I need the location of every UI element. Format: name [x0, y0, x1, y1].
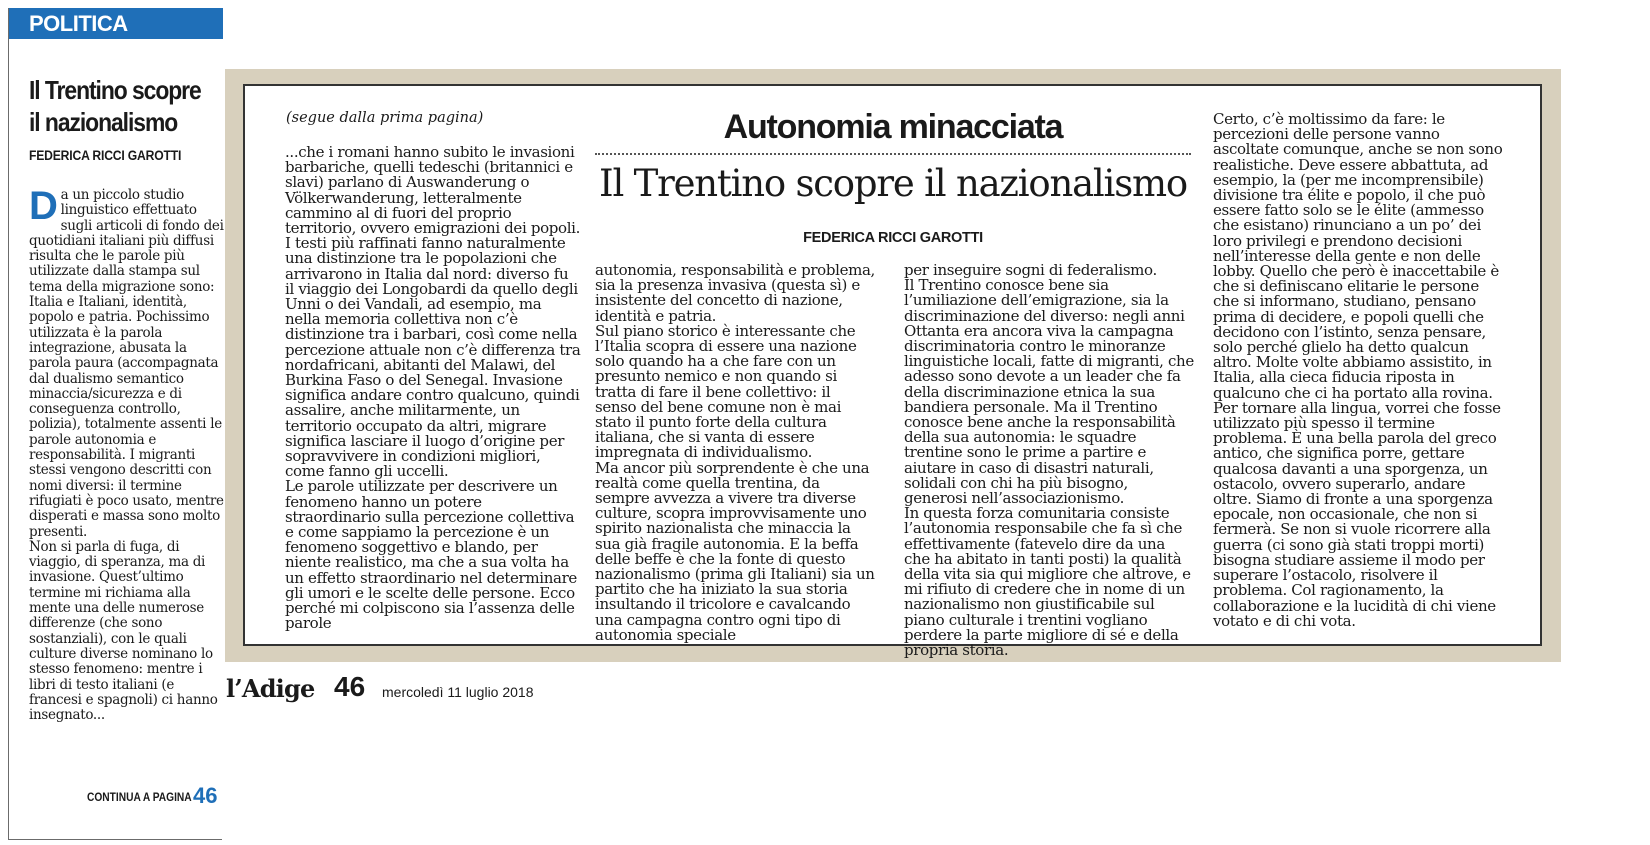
article-paragraph: Sul piano storico è interessante che l’Italia scopra di essere una nazione solo quando ha a che fare con un presunto nemico e non quando si tratta di fare il bene collettivo: il senso del bene comune non è mai stato il punto forte della cultura italiana, che si vanta di essere impregnata di individualismo.: [595, 321, 857, 462]
article-kicker: Autonomia minacciata: [723, 108, 1063, 146]
teaser-headline-line1: Il Trentino scopre: [29, 75, 201, 105]
continua-page-number: 46: [193, 783, 218, 808]
teaser-headline: [29, 74, 201, 138]
teaser-author: FEDERICA RICCI GAROTTI: [29, 148, 182, 163]
article-headline: Il Trentino scopre il nazionalismo: [599, 162, 1187, 205]
article-paragraph: Certo, c’è moltissimo da fare: le percezioni delle persone vanno ascoltate comunque, anche se non sono realistiche. Deve essere abbattuta, ad esempio, la (per me incomprensibile) divisione tra élite e popolo, il che può essere fatto solo se le élite (ammesso che esistano) rinunciano a un po’ dei loro privilegi e prendono decisioni nell’interesse della gente e non delle lobby. Quello che però è inaccettabile è che si definiscano elitarie le persone che si informano, studiano, pensano prima di decidere, e popoli quelli che decidono con l’istinto, senza pensare, solo perché glielo ha detto qualcun altro. Molte volte abbiamo assistito, in Italia, alla cieca fiducia riposta in qualcuno che ci ha portato alla rovina.: [1213, 110, 1503, 402]
article-column-1: [285, 145, 581, 632]
article-paragraph: Ma ancor più sorprendente è che una realtà come quella trentina, da sempre avvezza a vivere tra diverse culture, scopra improvvisamente uno spirito nazionalista che minaccia la sua già fragile autonomia. E la beffa delle beffe è che la fonte di questo nazionalismo (prima gli Italiani) sia un partito che ha iniziato la sua storia insultando il tricolore e cavalcando una campagna contro ogni tipo di autonomia speciale: [595, 458, 875, 644]
article-paragraph: per inseguire sogni di federalismo.: [904, 261, 1157, 279]
kicker-divider: [595, 153, 1191, 155]
article-paragraph: autonomia, responsabilità e problema, sia la presenza invasiva (questa sì) e insistente del concetto di nazione, identità e patria.: [595, 261, 875, 325]
article-paragraph: Le parole utilizzate per descrivere un fenomeno hanno un potere straordinario sulla percezione collettiva e come sappiamo la percezione è un fenomeno soggettivo e blando, per niente realistico, ma che a sua volta ha un effetto straordinario nel determinare gli umori e le scelte delle persone. Ecco perché mi colpiscono sia l’assenza delle parole: [285, 477, 577, 633]
teaser-paragraph-text: a un piccolo studio linguistico effettuato sugli articoli di fondo dei quotidiani italiani più diffusi risulta che le parole più utilizzate dalla stampa sul tema della migrazione sono: Italia e Italiani, identità, popolo e patria. Pochissimo utilizzata è la parola integrazione, abusata la parola paura (accompagnata dal dualismo semantico minaccia/sicurezza e di conseguenza controllo, polizia), totalmente assenti le parole autonomia e responsabilità. I migranti stessi vengono descritti con nomi diversi: il termine rifugiati è poco usato, mentre disperati e massa sono molto presenti.: [29, 187, 224, 540]
article-column-4: [1213, 112, 1507, 629]
section-tag: POLITICA: [9, 8, 223, 39]
continua-label: CONTINUA A PAGINA: [87, 790, 192, 804]
segue-note: (segue dalla prima pagina): [286, 110, 484, 126]
article-author: FEDERICA RICCI GAROTTI: [803, 230, 983, 246]
teaser-paragraph: [29, 184, 227, 540]
article-paragraph: In questa forza comunitaria consiste l’autonomia responsabile che fa sì che effettivamente (fatevelo dire da una che ha abitato in tanti posti) la qualità della vita sia qui migliore che altrove, e mi rifiuto di credere che in nome di un nazionalismo non giustificabile sul piano culturale i trentini vogliano perdere la parte migliore di sé e della propria storia.: [904, 504, 1191, 660]
page-number: 46: [334, 671, 366, 702]
teaser-headline-line2: il nazionalismo: [29, 107, 178, 137]
newspaper-name: l’Adige: [226, 674, 315, 703]
article-paragraph: I testi più raffinati fanno naturalmente una distinzione tra le popolazioni che arrivarono in Italia dal nord: diverso fu il viaggio dei Longobardi da quello degli Unni o dei Vandali, ad esempio, ma nella memoria collettiva non c’è distinzione tra i barbari, così come nella percezione attuale non c’è differenza tra nordafricani, abitanti del Malawi, del Burkina Faso o del Senegal. Invasione significa andare contro qualcuno, quindi assalire, anche militarmente, un territorio occupato da altri, migrare significa lasciare il luogo d’origine per sopravvivere in condizioni migliori, come fanno gli uccelli.: [285, 234, 581, 481]
article-paragraph: ...che i romani hanno subito le invasioni barbariche, quelli tedeschi (britannici e slavi) parlano di Auswanderung o Völkerwanderung, letteralmente cammino al di fuori del proprio territorio, ovvero emigrazioni dei popoli.: [285, 143, 581, 238]
article-paragraph: Per tornare alla lingua, vorrei che fosse utilizzato più spesso il termine problema. È una bella parola del greco antico, che significa porre, gettare qualcosa davanti a una sporgenza, un ostacolo, ovvero superarlo, andare oltre. Siamo di fronte a una sporgenza epocale, non occasionale, che non si fermerà. Se non si vuole ricorrere alla guerra (ci sono già stati troppi morti) bisogna studiare assieme il modo per superare l’ostacolo, risolvere il problema. Col ragionamento, la collaborazione e la lucidità di chi viene votato e di chi vota.: [1213, 398, 1501, 630]
front-teaser-column: [8, 8, 222, 840]
article-column-2: [595, 263, 875, 643]
article-column-3: [904, 263, 1194, 658]
teaser-body: [29, 184, 227, 724]
continua-reference: [87, 783, 222, 813]
teaser-paragraph: Non si parla di fuga, di viaggio, di speranza, ma di invasione. Quest’ultimo termine mi richiama alla mente una delle numerose differenze (che sono sostanziali), con le quali culture diverse nominano lo stesso fenomeno: mentre i libri di testo italiani (e francesi e spagnoli) ci hanno insegnato...: [29, 538, 218, 724]
issue-date: mercoledì 11 luglio 2018: [382, 684, 534, 700]
drop-cap: D: [29, 184, 58, 228]
article-paragraph: Il Trentino conosce bene sia l’umiliazione dell’emigrazione, sia la discriminazione del diverso: negli anni Ottanta era ancora viva la campagna discriminatoria contro le minoranze linguistiche locali, fatte di migranti, che adesso sono devote a un leader che fa della discriminazione etnica la sua bandiera personale. Ma il Trentino conosce bene anche la responsabilità della sua autonomia: le squadre trentine sono le prime a partire e aiutare in caso di disastri naturali, solidali con chi ha più bisogno, generosi nell’associazionismo.: [904, 276, 1194, 508]
